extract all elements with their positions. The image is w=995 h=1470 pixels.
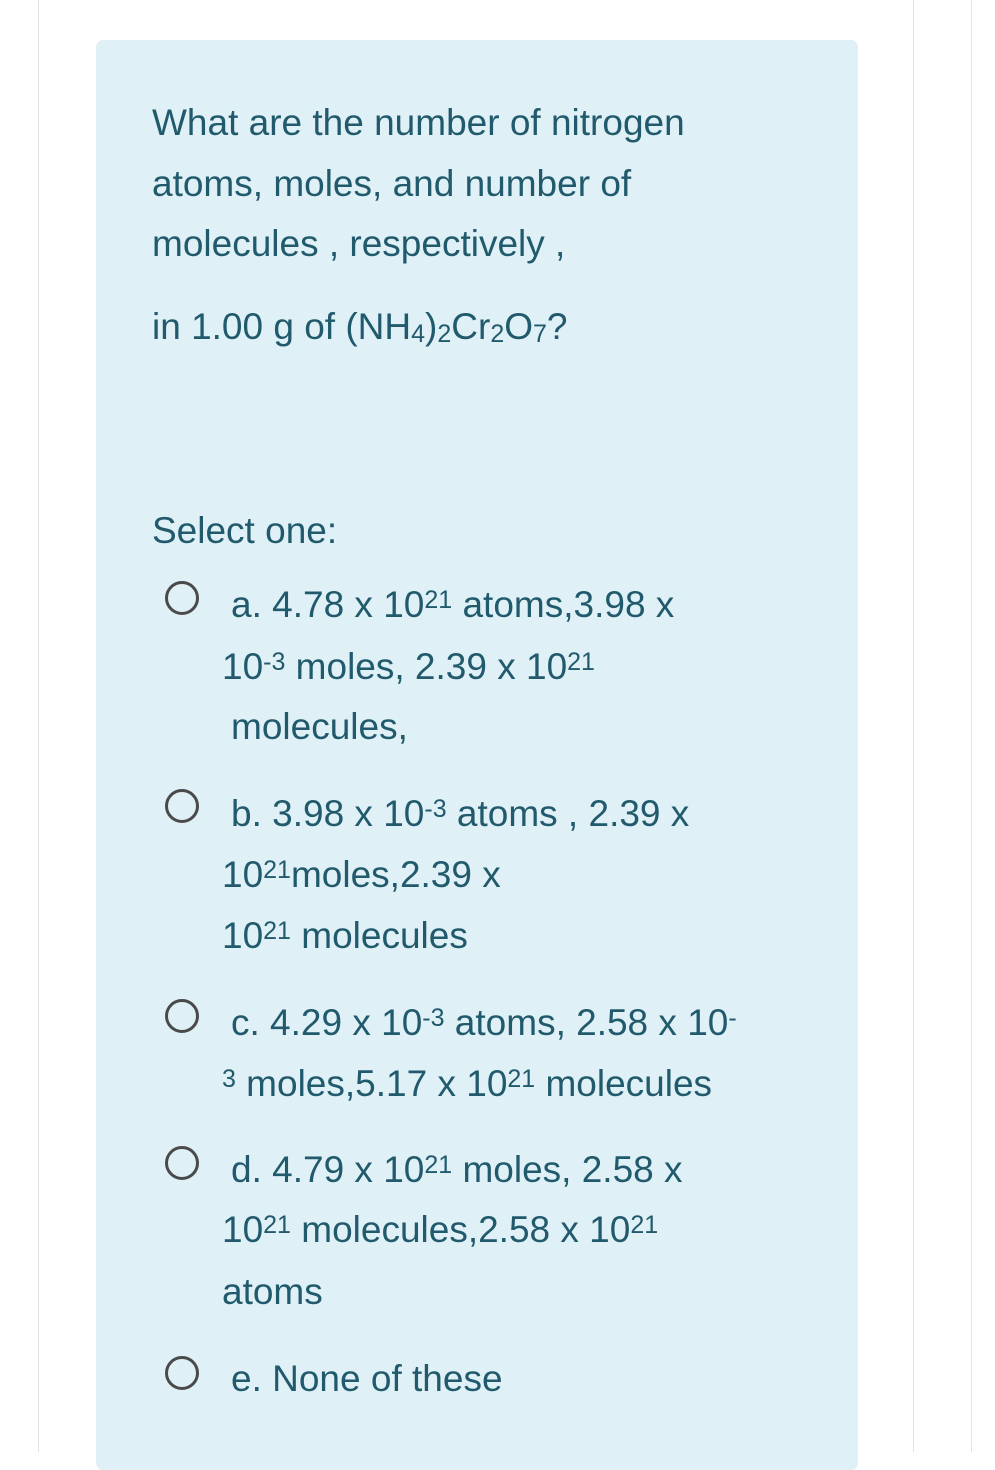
option-a-text: 10: [222, 646, 264, 687]
option-d-text: 10: [222, 1209, 264, 1250]
option-b-text: molecules: [290, 915, 468, 956]
option-a-text: atoms,3.98 x: [452, 584, 675, 625]
option-b-line-1[interactable]: [231, 792, 689, 836]
option-c-line-1[interactable]: [231, 1001, 737, 1045]
question-text-line-2: atoms, moles, and number of: [152, 163, 632, 204]
option-c-text: c. 4.29 x 10: [231, 1002, 423, 1043]
option-d-exp: 21: [630, 1211, 659, 1239]
option-b-text: atoms , 2.39 x: [446, 793, 690, 834]
option-b-exp: 21: [263, 917, 291, 945]
option-d-exp: 21: [263, 1211, 291, 1239]
option-c-exp: -3: [422, 1004, 445, 1032]
question-formula-line: [152, 305, 568, 349]
option-a-line-3[interactable]: molecules,: [231, 706, 408, 747]
option-a-exp: 21: [424, 586, 453, 614]
option-b-exp: -3: [424, 795, 447, 823]
option-c-exp: 3: [222, 1065, 236, 1093]
option-d-exp: 21: [424, 1151, 453, 1179]
option-a-line-1[interactable]: [231, 583, 674, 627]
option-b-text: moles,2.39 x: [290, 854, 501, 895]
option-e-radio[interactable]: [165, 1356, 199, 1390]
option-d-line-3[interactable]: atoms: [222, 1271, 323, 1312]
formula-sub-o: 7: [533, 320, 547, 348]
option-c-text: molecules: [535, 1063, 713, 1104]
formula-sub-paren: 2: [437, 320, 452, 348]
select-one-prompt: Select one:: [152, 510, 338, 551]
option-b-line-3[interactable]: [222, 914, 468, 958]
option-b-line-2[interactable]: [222, 853, 501, 897]
right-divider: [971, 0, 972, 1452]
option-d-line-1[interactable]: [231, 1148, 683, 1192]
option-b-exp: 21: [263, 856, 291, 884]
option-d-radio[interactable]: [165, 1146, 199, 1180]
question-text-line-3: molecules , respectively ,: [152, 223, 566, 264]
option-a-line-2[interactable]: [222, 645, 595, 689]
option-c-text: atoms, 2.58 x 10: [444, 1002, 729, 1043]
option-a-exp: -3: [263, 648, 286, 676]
option-a-radio[interactable]: [165, 581, 199, 615]
option-c-radio[interactable]: [165, 999, 199, 1033]
option-c-text: moles,5.17 x 10: [235, 1063, 508, 1104]
formula-cr: Cr: [451, 306, 491, 347]
formula-qmark: ?: [546, 306, 568, 347]
formula-sub-nh: 4: [411, 320, 426, 348]
option-d-text: moles, 2.58 x: [452, 1149, 683, 1190]
option-b-text: 10: [222, 854, 264, 895]
option-b-radio[interactable]: [165, 789, 199, 823]
formula-prefix: in 1.00 g of (NH: [152, 306, 412, 347]
option-a-text: a. 4.78 x 10: [231, 584, 425, 625]
option-e-line-1[interactable]: e. None of these: [231, 1358, 503, 1399]
formula-paren-close: ): [425, 306, 438, 347]
option-c-exp: -: [728, 1004, 737, 1032]
formula-sub-cr: 2: [490, 320, 505, 348]
option-d-text: molecules,2.58 x 10: [290, 1209, 631, 1250]
question-text-line-1: What are the number of nitrogen: [152, 102, 685, 143]
option-c-line-2[interactable]: [222, 1062, 712, 1106]
option-d-text: d. 4.79 x 10: [231, 1149, 425, 1190]
option-c-exp: 21: [507, 1065, 536, 1093]
formula-o: O: [504, 306, 534, 347]
option-b-text: 10: [222, 915, 264, 956]
option-a-text: moles, 2.39 x 10: [285, 646, 568, 687]
option-a-exp: 21: [567, 648, 595, 676]
option-d-line-2[interactable]: [222, 1208, 658, 1252]
option-b-text: b. 3.98 x 10: [231, 793, 425, 834]
